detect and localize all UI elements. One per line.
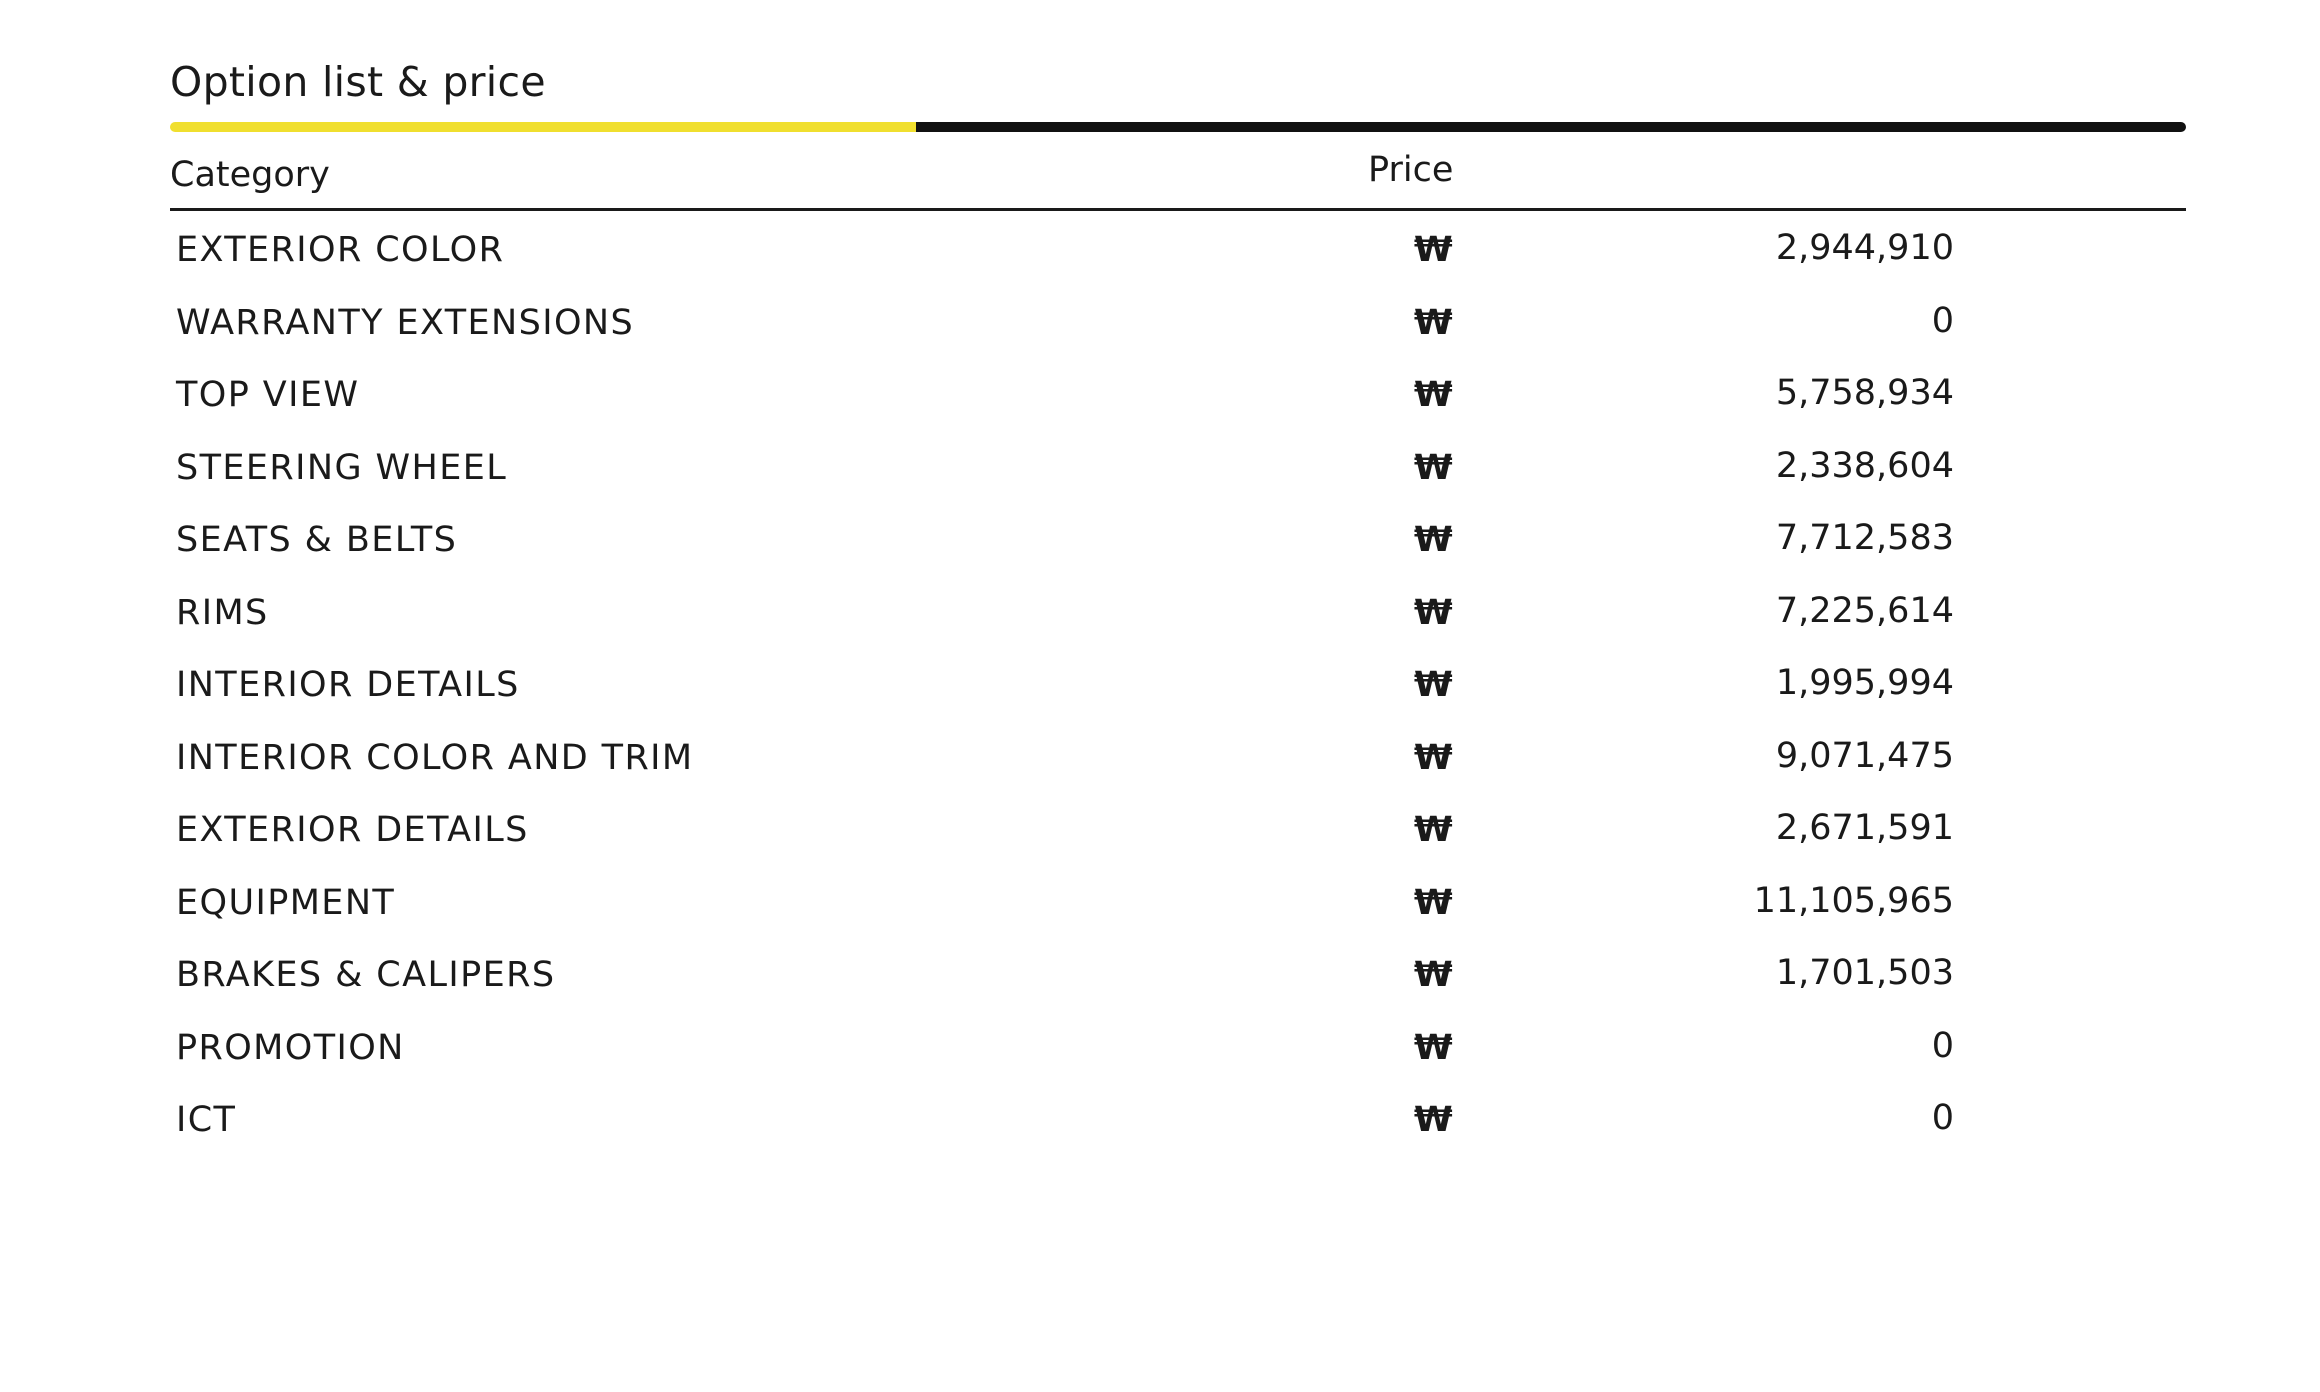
row-amount: 2,671,591	[1775, 808, 1954, 848]
row-category: SEATS & BELTS	[176, 520, 458, 560]
table-row	[170, 512, 2186, 585]
column-header-category: Category	[170, 155, 330, 195]
title-underline-dark	[916, 122, 2186, 132]
won-currency-icon: ₩	[1414, 810, 1453, 850]
table-row	[170, 440, 2186, 513]
table-row	[170, 1092, 2186, 1165]
row-amount: 7,225,614	[1775, 590, 1954, 631]
table-row	[170, 585, 2186, 658]
row-amount: 1,995,994	[1775, 663, 1954, 703]
row-amount: 5,758,934	[1775, 373, 1954, 413]
won-currency-icon: ₩	[1414, 737, 1453, 778]
table-row	[170, 947, 2186, 1020]
table-row	[170, 1020, 2186, 1093]
row-category: ICT	[176, 1100, 237, 1140]
title-underline-accent	[170, 122, 916, 132]
row-category: BRAKES & CALIPERS	[176, 955, 556, 995]
row-category: EQUIPMENT	[176, 882, 396, 923]
table-row	[170, 657, 2186, 730]
won-currency-icon: ₩	[1414, 1100, 1453, 1140]
table-row	[170, 730, 2186, 803]
row-category: STEERING WHEEL	[176, 447, 508, 488]
row-amount: 9,071,475	[1775, 735, 1954, 776]
table-row	[170, 295, 2186, 368]
row-amount: 7,712,583	[1775, 518, 1954, 558]
row-category: EXTERIOR DETAILS	[176, 810, 529, 850]
won-currency-icon: ₩	[1414, 447, 1453, 488]
row-category: RIMS	[176, 592, 269, 633]
table-row	[170, 875, 2186, 948]
row-amount: 2,338,604	[1775, 445, 1954, 486]
row-amount: 0	[1931, 300, 1954, 341]
row-amount: 0	[1931, 1098, 1954, 1138]
won-currency-icon: ₩	[1414, 882, 1453, 923]
table-row	[170, 222, 2186, 295]
row-category: INTERIOR DETAILS	[176, 665, 520, 705]
won-currency-icon: ₩	[1414, 302, 1453, 343]
row-category: TOP VIEW	[176, 375, 360, 415]
option-price-sheet	[170, 0, 2186, 1392]
column-header-price: Price	[1368, 150, 1454, 190]
table-row	[170, 367, 2186, 440]
won-currency-icon: ₩	[1414, 592, 1453, 633]
row-amount: 0	[1931, 1025, 1954, 1066]
won-currency-icon: ₩	[1414, 375, 1453, 415]
page-title: Option list & price	[170, 58, 546, 106]
table-row	[170, 802, 2186, 875]
option-table-body	[170, 222, 2186, 1165]
row-amount: 1,701,503	[1775, 953, 1954, 993]
row-amount: 2,944,910	[1775, 228, 1954, 268]
row-amount: 11,105,965	[1753, 880, 1954, 921]
won-currency-icon: ₩	[1414, 230, 1453, 270]
won-currency-icon: ₩	[1414, 665, 1453, 705]
row-category: INTERIOR COLOR AND TRIM	[176, 737, 694, 778]
won-currency-icon: ₩	[1414, 1027, 1453, 1068]
header-divider	[170, 208, 2186, 211]
won-currency-icon: ₩	[1414, 520, 1453, 560]
row-category: WARRANTY EXTENSIONS	[176, 302, 635, 343]
title-underline	[170, 122, 2186, 132]
row-category: EXTERIOR COLOR	[176, 230, 505, 270]
row-category: PROMOTION	[176, 1027, 405, 1068]
won-currency-icon: ₩	[1414, 955, 1453, 995]
